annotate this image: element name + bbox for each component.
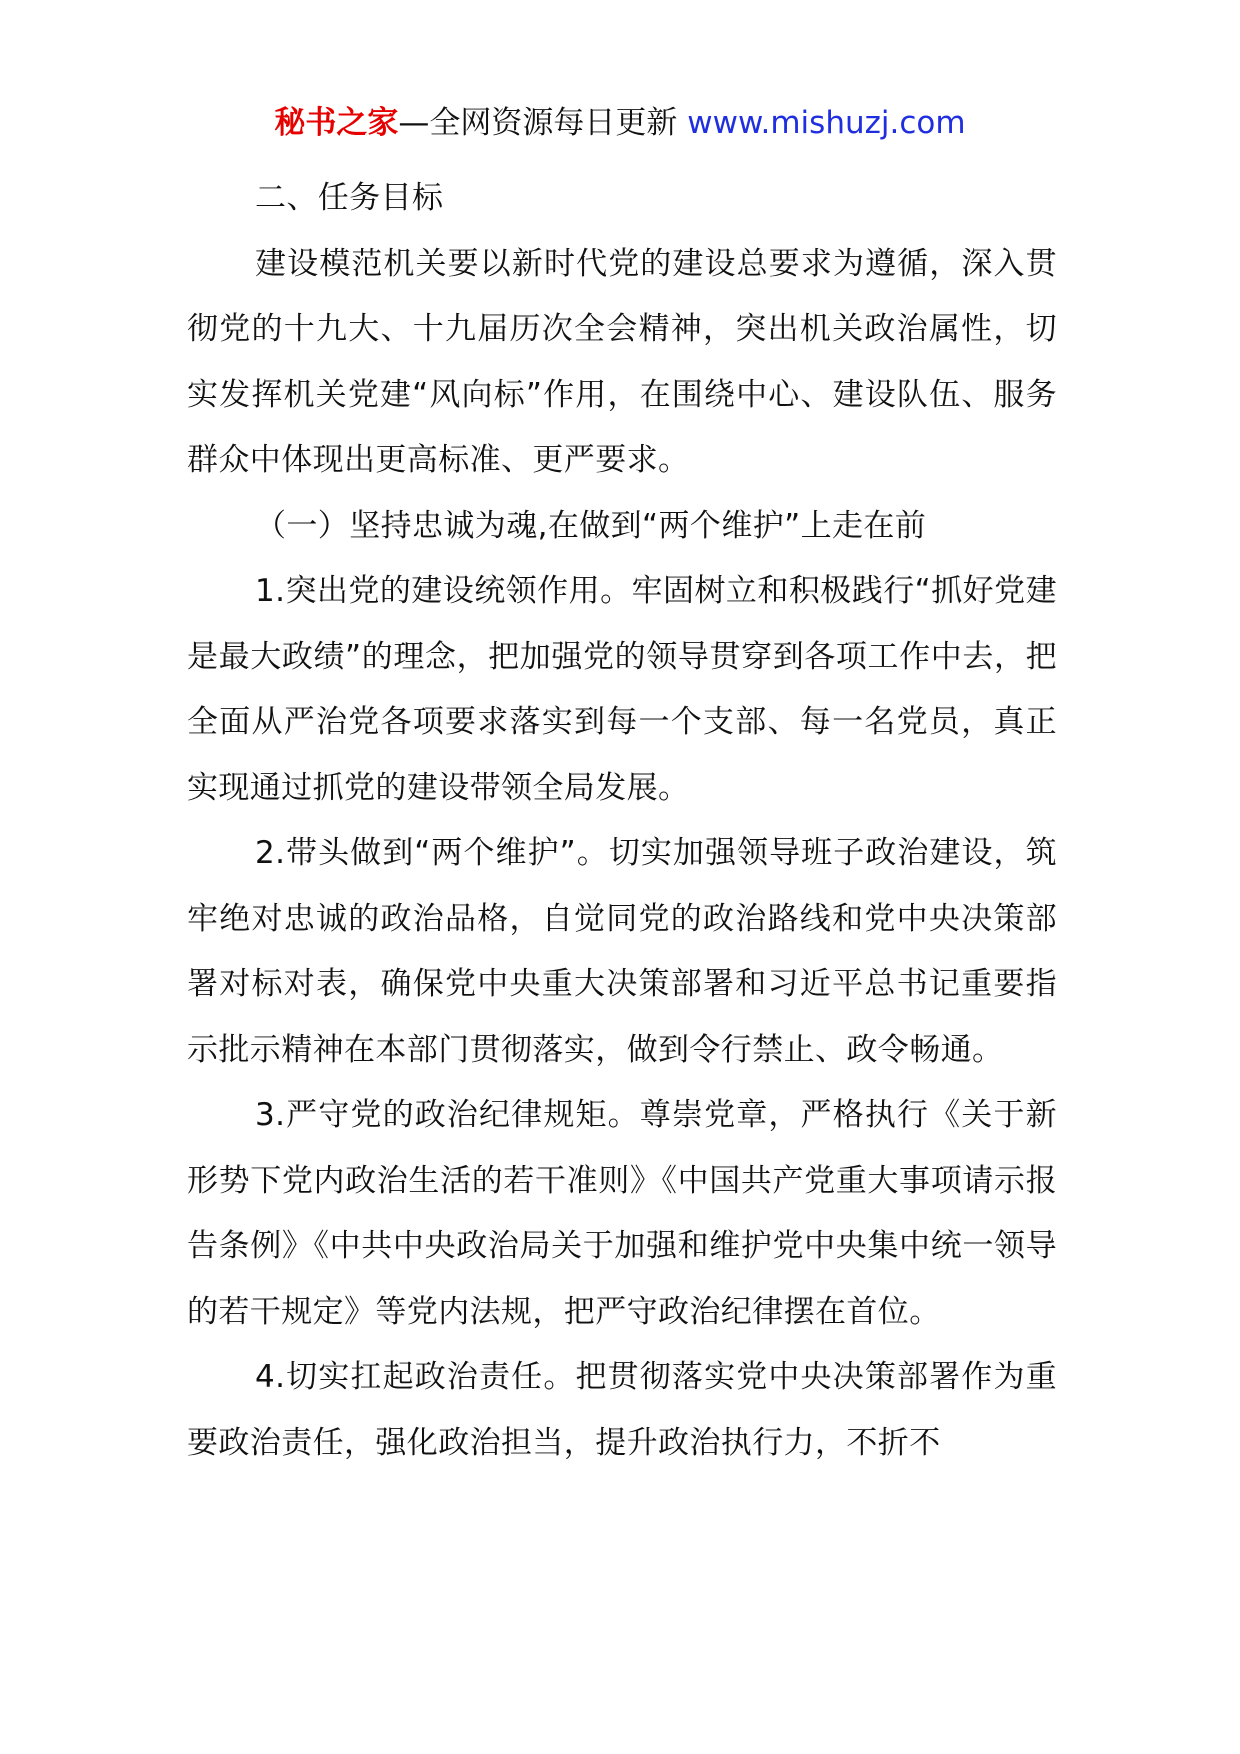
section-heading: 二、任务目标 (255, 180, 444, 216)
header-tagline: —全网资源每日更新 (398, 105, 678, 141)
intro-paragraph: 建设模范机关要以新时代党的建设总要求为遵循，深入贯彻党的十九大、十九届历次全会精神，突出机关政治属性，切实发挥机关党建“风向标”作用，在围绕中心、建设队伍、服务群众中体现出更高标准、更严要求。 (187, 245, 1057, 478)
brand-name: 秘书之家 (274, 105, 399, 141)
site-url-link[interactable]: www.mishuzj.com (687, 105, 966, 141)
document-body (187, 166, 1057, 1476)
sub-heading: （一）坚持忠诚为魂,在做到“两个维护”上走在前 (255, 507, 927, 544)
item-paragraph: 4.切实扛起政治责任。把贯彻落实党中央决策部署作为重要政治责任，强化政治担当，提升政治执行力，不折不 (187, 1359, 1057, 1461)
page-header (0, 100, 1240, 146)
item-paragraph: 2.带头做到“两个维护”。切实加强领导班子政治建设，筑牢绝对忠诚的政治品格，自觉同党的政治路线和党中央决策部署对标对表，确保党中央重大决策部署和习近平总书记重要指示批示精神在本部门贯彻落实，做到令行禁止、政令畅通。 (187, 835, 1057, 1068)
item-paragraph: 3.严守党的政治纪律规矩。尊崇党章，严格执行《关于新形势下党内政治生活的若干准则》《中国共产党重大事项请示报告条例》《中共中央政治局关于加强和维护党中央集中统一领导的若干规定》等党内法规，把严守政治纪律摆在首位。 (187, 1097, 1057, 1330)
item-paragraph: 1.突出党的建设统领作用。牢固树立和积极践行“抓好党建是最大政绩”的理念，把加强党的领导贯穿到各项工作中去，把全面从严治党各项要求落实到每一个支部、每一名党员，真正实现通过抓党的建设带领全局发展。 (187, 573, 1057, 806)
